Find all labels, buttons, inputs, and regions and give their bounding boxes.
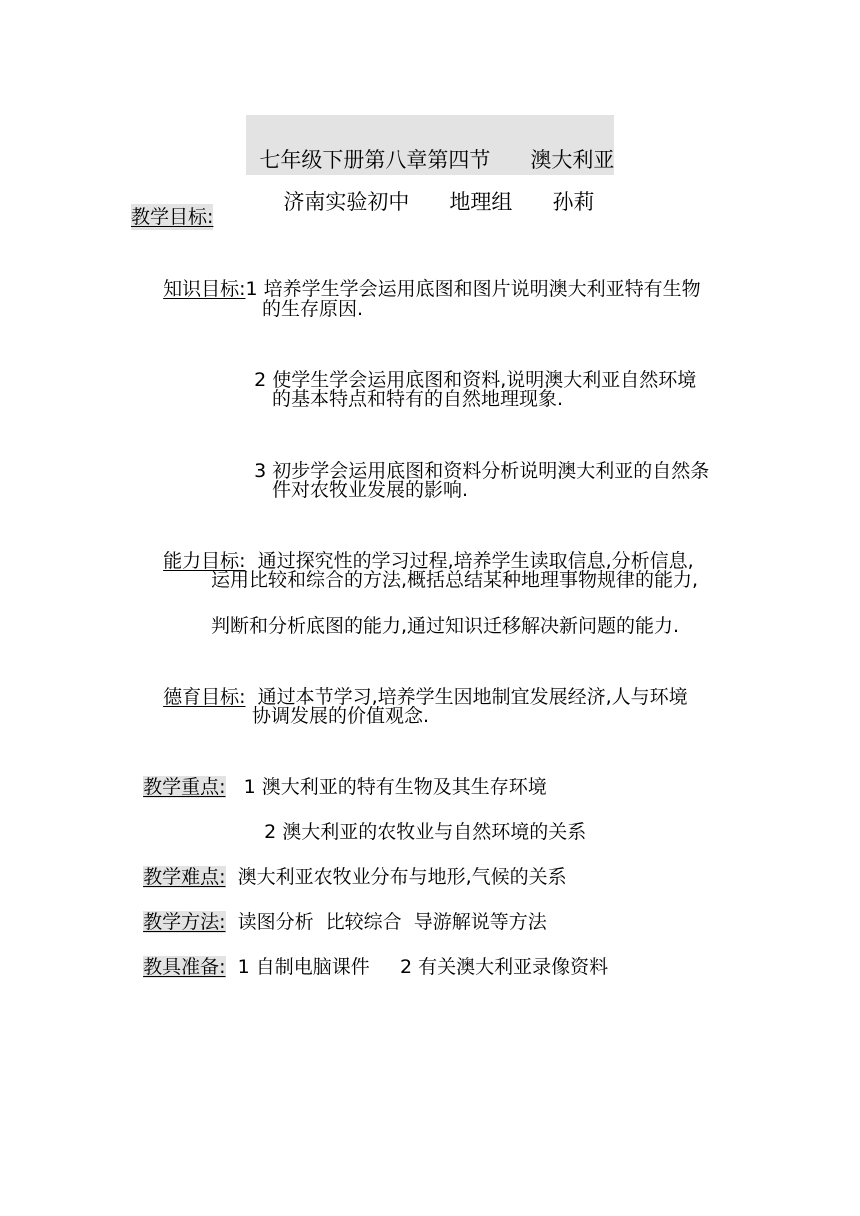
key-point-text: 澳大利亚的农牧业与自然环境的关系 [282, 821, 587, 843]
moral-text-cont: 协调发展的价值观念. [252, 705, 430, 727]
knowledge-item-num: 2 [254, 369, 267, 391]
knowledge-item-text-cont: 的基本特点和特有的自然地理现象. [272, 388, 564, 410]
key-point-text: 澳大利亚的特有生物及其生存环境 [261, 776, 547, 798]
doc-title-chapter: 七年级下册第八章第四节 [259, 148, 491, 172]
ability-text-cont: 判断和分析底图的能力,通过知识迁移解决新问题的能力. [211, 615, 680, 637]
knowledge-item-text: 初步学会运用底图和资料分析说明澳大利亚的自然条 [272, 460, 710, 482]
knowledge-item-text-cont: 的生存原因. [262, 298, 364, 320]
doc-title-topic: 澳大利亚 [530, 148, 615, 172]
tools-label: 教具准备: [143, 956, 226, 978]
group-name: 地理组 [449, 190, 513, 214]
school-name: 济南实验初中 [283, 190, 410, 214]
knowledge-item-num: 3 [254, 460, 267, 482]
tool-text: 有关澳大利亚录像资料 [418, 956, 609, 978]
key-point-num: 2 [264, 821, 277, 843]
tool-num: 1 [237, 956, 250, 978]
knowledge-item-text: 使学生学会运用底图和资料,说明澳大利亚自然环境 [272, 369, 697, 391]
knowledge-item-num: 1 [245, 278, 258, 300]
tools-row [131, 928, 608, 980]
author-name: 孙莉 [552, 190, 595, 214]
difficulty-text: 澳大利亚农牧业分布与地形,气候的关系 [237, 866, 567, 888]
moral-label: 德育目标: [163, 686, 246, 708]
objectives-heading: 教学目标: [131, 206, 214, 228]
ability-label: 能力目标: [163, 550, 246, 572]
doc-byline [270, 157, 594, 217]
tool-num: 2 [399, 956, 413, 978]
difficulty-label: 教学难点: [143, 866, 226, 888]
ability-text-cont: 运用比较和综合的方法,概括总结某种地理事物规律的能力, [211, 569, 699, 591]
key-point-num: 1 [243, 776, 256, 798]
knowledge-item-text: 培养学生学会运用底图和图片说明澳大利亚特有生物 [263, 278, 701, 300]
tool-text: 自制电脑课件 [255, 956, 370, 978]
knowledge-label: 知识目标: [163, 278, 246, 300]
method-text: 读图分析 比较综合 导游解说等方法 [237, 911, 547, 933]
knowledge-row-1 [151, 250, 701, 302]
moral-text: 通过本节学习,培养学生因地制宜发展经济,人与环境 [257, 686, 688, 708]
method-label: 教学方法: [143, 911, 226, 933]
ability-text: 通过探究性的学习过程,培养学生读取信息,分析信息, [257, 550, 694, 572]
key-points-label: 教学重点: [143, 776, 226, 798]
knowledge-item-text-cont: 件对农牧业发展的影响. [272, 479, 469, 501]
